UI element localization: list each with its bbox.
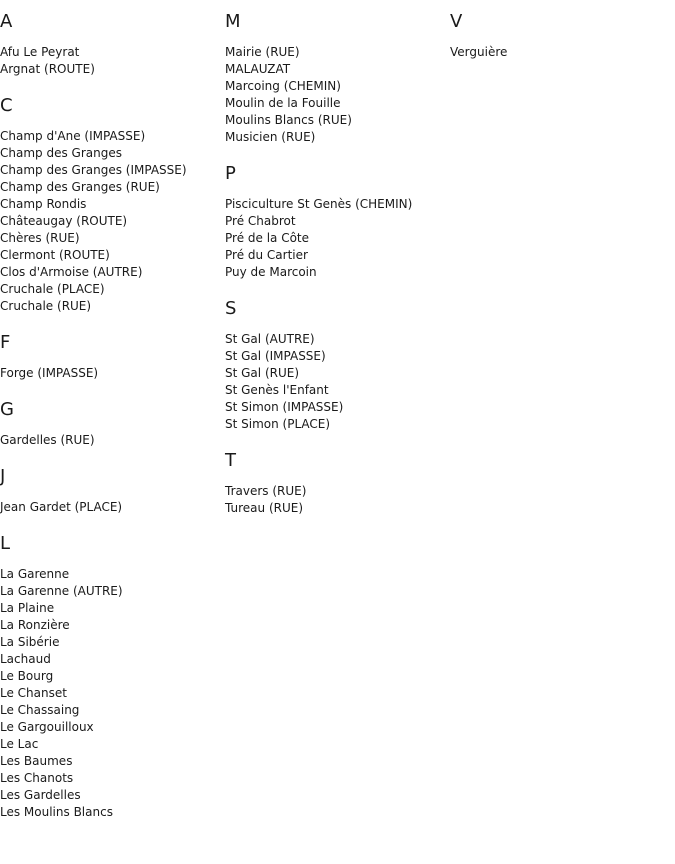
letter-heading: S — [225, 298, 237, 319]
street-link[interactable]: Champ d'Ane (IMPASSE) — [0, 129, 146, 143]
letter-heading: T — [225, 450, 236, 471]
street-link[interactable]: Les Gardelles — [0, 788, 81, 802]
street-list — [225, 331, 450, 433]
list-item — [0, 179, 225, 196]
street-link[interactable]: La Ronzière — [0, 618, 70, 632]
list-item — [225, 112, 450, 129]
letter-group — [0, 10, 225, 78]
list-item — [0, 804, 225, 821]
street-link[interactable]: Le Gargouilloux — [0, 720, 94, 734]
street-link[interactable]: Gardelles (RUE) — [0, 433, 95, 447]
letter-group — [0, 94, 225, 315]
list-item — [0, 264, 225, 281]
list-item — [225, 61, 450, 78]
letter-group — [225, 449, 450, 517]
street-link[interactable]: Moulins Blancs (RUE) — [225, 113, 352, 127]
letter-group — [0, 532, 225, 821]
list-item — [0, 298, 225, 315]
street-list — [0, 566, 225, 821]
letter-heading: A — [0, 11, 13, 32]
letter-heading: P — [225, 163, 236, 184]
letter-heading: J — [0, 466, 6, 487]
list-item — [225, 416, 450, 433]
list-item — [225, 382, 450, 399]
street-link[interactable]: La Garenne — [0, 567, 70, 581]
list-item — [225, 129, 450, 146]
letter-group — [0, 398, 225, 449]
list-item — [0, 281, 225, 298]
list-item — [0, 61, 225, 78]
street-link[interactable]: St Simon (IMPASSE) — [225, 400, 344, 414]
list-item — [225, 264, 450, 281]
list-item — [0, 566, 225, 583]
list-item — [0, 787, 225, 804]
street-link[interactable]: Verguière — [450, 45, 508, 59]
street-link[interactable]: Le Lac — [0, 737, 39, 751]
list-item — [225, 348, 450, 365]
list-item — [225, 230, 450, 247]
street-link[interactable]: Forge (IMPASSE) — [0, 366, 99, 380]
street-link[interactable]: Les Moulins Blancs — [0, 805, 113, 819]
list-item — [225, 78, 450, 95]
street-link[interactable]: Lachaud — [0, 652, 51, 666]
list-item — [0, 196, 225, 213]
street-link[interactable]: Clermont (ROUTE) — [0, 248, 110, 262]
list-item — [0, 685, 225, 702]
street-link[interactable]: Musicien (RUE) — [225, 130, 316, 144]
street-link[interactable]: St Gal (RUE) — [225, 366, 300, 380]
street-list — [0, 365, 225, 382]
street-link[interactable]: La Garenne (AUTRE) — [0, 584, 123, 598]
street-link[interactable]: Pré de la Côte — [225, 231, 310, 245]
street-link[interactable]: Cruchale (PLACE) — [0, 282, 105, 296]
list-item — [0, 365, 225, 382]
street-link[interactable]: Argnat (ROUTE) — [0, 62, 95, 76]
letter-heading: C — [0, 95, 13, 116]
street-link[interactable]: La Plaine — [0, 601, 55, 615]
letter-group — [450, 10, 675, 61]
street-list — [225, 44, 450, 146]
letter-group — [225, 297, 450, 433]
list-item — [225, 247, 450, 264]
list-item — [0, 634, 225, 651]
street-link[interactable]: Clos d'Armoise (AUTRE) — [0, 265, 143, 279]
list-item — [225, 196, 450, 213]
street-link[interactable]: Mairie (RUE) — [225, 45, 300, 59]
street-link[interactable]: Le Chassaing — [0, 703, 80, 717]
street-link[interactable]: Pisciculture St Genès (CHEMIN) — [225, 197, 413, 211]
street-link[interactable]: La Sibérie — [0, 635, 60, 649]
index-column — [450, 10, 675, 837]
street-link[interactable]: Champ Rondis — [0, 197, 87, 211]
street-list — [0, 128, 225, 315]
street-link[interactable]: MALAUZAT — [225, 62, 291, 76]
list-item — [0, 583, 225, 600]
street-link[interactable]: Le Chanset — [0, 686, 67, 700]
letter-group — [0, 331, 225, 382]
street-link[interactable]: Châteaugay (ROUTE) — [0, 214, 128, 228]
list-item — [0, 702, 225, 719]
list-item — [225, 399, 450, 416]
list-item — [225, 213, 450, 230]
letter-group — [0, 465, 225, 516]
street-list — [0, 44, 225, 78]
street-list — [0, 499, 225, 516]
letter-heading: M — [225, 11, 241, 32]
street-list — [450, 44, 675, 61]
street-link[interactable]: Travers (RUE) — [225, 484, 307, 498]
list-item — [225, 483, 450, 500]
list-item — [225, 44, 450, 61]
list-item — [0, 213, 225, 230]
street-link[interactable]: Pré Chabrot — [225, 214, 296, 228]
list-item — [0, 432, 225, 449]
letter-heading: L — [0, 533, 11, 554]
letter-heading: V — [450, 11, 463, 32]
list-item — [0, 247, 225, 264]
street-link[interactable]: St Simon (PLACE) — [225, 417, 331, 431]
letter-heading: F — [0, 332, 11, 353]
street-link[interactable]: Le Bourg — [0, 669, 54, 683]
street-link[interactable]: Tureau (RUE) — [225, 501, 304, 515]
street-link[interactable]: Les Chanots — [0, 771, 74, 785]
street-index — [0, 10, 675, 837]
street-link[interactable]: Les Baumes — [0, 754, 73, 768]
list-item — [0, 44, 225, 61]
list-item — [0, 162, 225, 179]
list-item — [0, 128, 225, 145]
street-link[interactable]: St Gal (IMPASSE) — [225, 349, 326, 363]
list-item — [0, 499, 225, 516]
street-link[interactable]: Champ des Granges (RUE) — [0, 180, 160, 194]
list-item — [0, 770, 225, 787]
list-item — [0, 145, 225, 162]
list-item — [0, 668, 225, 685]
list-item — [225, 500, 450, 517]
list-item — [225, 331, 450, 348]
list-item — [225, 95, 450, 112]
street-link[interactable]: Pré du Cartier — [225, 248, 308, 262]
street-link[interactable]: Champ des Granges — [0, 146, 122, 160]
list-item — [225, 365, 450, 382]
street-link[interactable]: Jean Gardet (PLACE) — [0, 500, 123, 514]
list-item — [450, 44, 675, 61]
index-column — [0, 10, 225, 837]
street-link[interactable]: St Genès l'Enfant — [225, 383, 329, 397]
street-link[interactable]: Cruchale (RUE) — [0, 299, 92, 313]
letter-heading: G — [0, 399, 14, 420]
street-link[interactable]: Moulin de la Fouille — [225, 96, 341, 110]
letter-group — [225, 10, 450, 146]
list-item — [0, 753, 225, 770]
street-link[interactable]: St Gal (AUTRE) — [225, 332, 315, 346]
street-link[interactable]: Marcoing (CHEMIN) — [225, 79, 341, 93]
street-list — [225, 483, 450, 517]
street-link[interactable]: Puy de Marcoin — [225, 265, 317, 279]
street-list — [0, 432, 225, 449]
list-item — [0, 736, 225, 753]
list-item — [0, 651, 225, 668]
list-item — [0, 230, 225, 247]
street-list — [225, 196, 450, 281]
list-item — [0, 617, 225, 634]
letter-group — [225, 162, 450, 281]
street-link[interactable]: Chères (RUE) — [0, 231, 80, 245]
street-link[interactable]: Afu Le Peyrat — [0, 45, 80, 59]
list-item — [0, 719, 225, 736]
list-item — [0, 600, 225, 617]
street-link[interactable]: Champ des Granges (IMPASSE) — [0, 163, 187, 177]
index-column — [225, 10, 450, 837]
